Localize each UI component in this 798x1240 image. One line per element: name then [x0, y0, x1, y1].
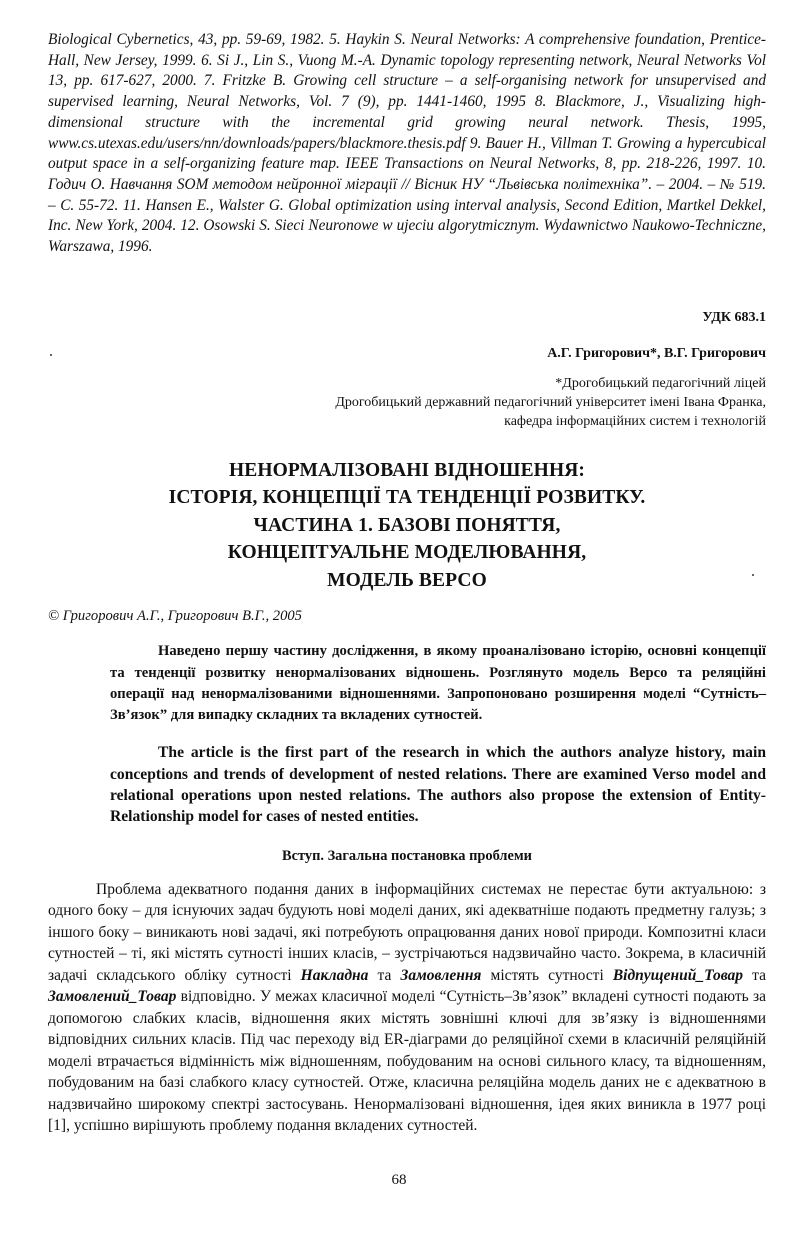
- abstract-english: The article is the first part of the research in which the authors analyze history, main conceptions and trends of development of nested relations. There are examined Verso model and relational operations upon nested relations. The authors also propose the extension of Entity-Relationship model for cases of nested entities.: [110, 744, 766, 826]
- udk-code: УДК 683.1: [702, 309, 766, 325]
- section-heading: Вступ. Загальна постановка проблеми: [282, 847, 532, 864]
- body-text: та: [743, 966, 766, 984]
- copyright: © Григорович А.Г., Григорович В.Г., 2005: [48, 608, 302, 625]
- entity-term: Замовлення: [400, 966, 482, 984]
- scan-speck: [50, 354, 52, 356]
- abstract-ukrainian: Наведено першу частину дослідження, в якому проаналізовано історію, основні концепції та тенденції розвитку ненормалізованих відношень. Розглянуто модель Версо та реляційні операції над ненормалізованими відношеннями. Запропоновано розширення моделі “Сутність–Зв’язок” для випадку складних та вкладених сутностей.: [110, 643, 766, 724]
- title-line: МОДЕЛЬ ВЕРСО: [327, 569, 487, 591]
- body-text: містять сутності: [481, 966, 613, 984]
- affiliation-line: Дрогобицький державний педагогічний університет імені Івана Франка,: [335, 394, 766, 410]
- entity-term: Замовлений_Товар: [48, 988, 177, 1006]
- affiliation: [48, 374, 766, 431]
- references-continued: Biological Cybernetics, 43, pp. 59-69, 1982. 5. Haykin S. Neural Networks: A comprehensive foundation, Prentice-Hall, New Jersey, 1999. 6. Si J., Lin S., Vuong M.-A. Dynamic topology representing network, Neural Networks Vol 13, pp. 617-627, 2000. 7. Fritzke B. Growing cell structure – a self-organising network for unsupervised and supervised learning, Neural Networks, Vol. 7 (9), pp. 1441-1460, 1995 8. Blackmore, J., Visualizing high-dimensional structure with the incremental grid growing neural network. Thesis, 1995, www.cs.utexas.edu/users/nn/downloads/papers/blackmore.thesis.pdf 9. Bauer H., Villman T. Growing a hypercubical output space in a self-organizing feature map. IEEE Transactions on Neural Networks, 8, pp. 218-226, 1997. 10. Годич О. Навчання SOM методом нейронної міграції // Вісник НУ “Львівська політехніка”. – 2004. – № 519. – С. 55-72. 11. Hansen E., Walster G. Global optimization using interval analysis, Second Edition, Martkel Dekkel, Inc. New York, 2004. 12. Osowski S. Sieci Neuronowe w ujeciu algorytmicznym. Wydawnictwo Naukowo-Techniczne, Warszawa, 1996.: [48, 31, 766, 256]
- affiliation-line: кафедра інформаційних систем і технологій: [504, 413, 766, 429]
- entity-term: Відпущений_Товар: [612, 966, 744, 984]
- affiliation-line: *Дрогобицький педагогічний ліцей: [555, 375, 766, 391]
- article-title: [48, 457, 766, 595]
- entity-term: Накладна: [300, 966, 369, 984]
- scan-speck: [752, 574, 754, 576]
- title-line: ІСТОРІЯ, КОНЦЕПЦІЇ ТА ТЕНДЕНЦІЇ РОЗВИТКУ.: [168, 487, 646, 509]
- body-text: відповідно. У межах класичної моделі “Сутність–Зв’язок” вкладені сутності подають за допомогою слабких класів, відношення яких містять зовнішні ключі для зв’язку із відношеннями відповідних сильних класів. Під час переходу від ER-діаграми до реляційної схеми в класичній реляційній моделі втрачається відмінність між відношенням, побудованим на основі сильного класу, та відношенням, побудованим на базі слабкого класу сутностей. Отже, класична реляційна модель даних не є адекватною в надзвичайно широкому спектрі застосувань. Ненормалізовані відношення, ідея яких виникла в 1977 році [1], успішно вирішують проблему подання вкладених сутностей.: [48, 988, 766, 1135]
- body-text: Проблема адекватного подання даних в інформаційних системах не перестає бути актуальною: з одного боку – для існуючих задач будують нові моделі даних, які адекватніше подають предметну галузь; з іншого боку – виникають нові задачі, які потребують опрацювання даних нової природи. Композитні класи сутностей – ті, які містять сутності інших класів, – зустрічаються надзвичайно часто. Зокрема, в класичній задачі складського обліку сутності: [48, 880, 766, 984]
- body-paragraph: [48, 879, 766, 1137]
- title-line: КОНЦЕПТУАЛЬНЕ МОДЕЛЮВАННЯ,: [227, 542, 587, 564]
- title-line: НЕНОРМАЛІЗОВАНІ ВІДНОШЕННЯ:: [229, 459, 585, 481]
- authors: А.Г. Григорович*, В.Г. Григорович: [547, 345, 766, 361]
- page-number: 68: [391, 1172, 407, 1188]
- title-line: ЧАСТИНА 1. БАЗОВІ ПОНЯТТЯ,: [253, 514, 561, 536]
- page-content: [48, 30, 766, 1152]
- body-text: та: [368, 966, 401, 984]
